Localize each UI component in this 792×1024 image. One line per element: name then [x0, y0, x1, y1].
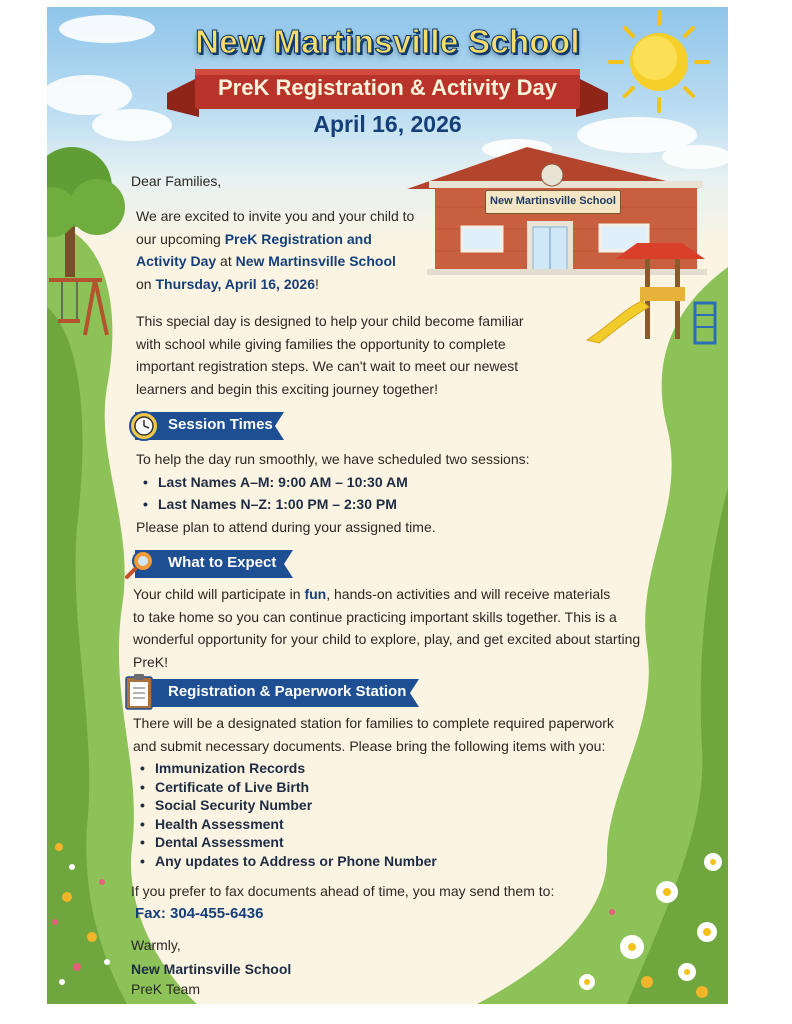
session-times-heading [135, 412, 285, 440]
session-list [136, 471, 596, 516]
purpose-line-3: important registration steps. We can't wait to meet our newest [136, 358, 519, 374]
expect-line-1-text: Your child will participate in [133, 586, 305, 602]
intro-line-2-text: our upcoming [136, 230, 225, 247]
intro-line-3 [136, 250, 466, 273]
closing-signoff: Warmly, [131, 937, 181, 953]
session-times-label: Session Times [168, 416, 273, 433]
intro-line-4 [136, 273, 466, 296]
ribbon-label: PreK Registration & Activity Day [217, 75, 558, 100]
sessions-block [136, 448, 596, 538]
document-item: • Any updates to Address or Phone Number [133, 852, 533, 871]
fax-number: Fax: 304-455-6436 [135, 905, 264, 922]
sessions-intro: To help the day run smoothly, we have scheduled two sessions: [136, 451, 530, 467]
expect-line-2: to take home so you can continue practicing important skills together. This is a [133, 608, 617, 625]
expect-line-1-rest: , hands-on activities and will receive materials [326, 586, 611, 602]
document-item: • Immunization Records [133, 759, 533, 778]
intro-line-4-text: on [136, 275, 156, 292]
flyer [47, 7, 728, 1004]
purpose-paragraph [136, 310, 576, 400]
document-item: • Social Security Number [133, 796, 533, 815]
intro-highlight-event: PreK Registration and [224, 230, 372, 247]
document-item: • Health Assessment [133, 815, 533, 834]
document-item: • Certificate of Live Birth [133, 778, 533, 797]
event-date: April 16, 2026 [313, 111, 462, 137]
registration-block [133, 712, 653, 757]
intro-line-4-end: ! [314, 275, 319, 292]
registration-label: Registration & Paperwork Station [168, 683, 407, 700]
sessions-note: Please plan to attend during your assigned time. [136, 518, 436, 535]
purpose-line-1: This special day is designed to help your child become familiar [136, 313, 524, 329]
intro-line-1: We are excited to invite you and your child to [136, 208, 415, 224]
expect-line-1 [133, 583, 653, 606]
session-item: • Last Names N–Z: 1:00 PM – 2:30 PM [136, 493, 596, 516]
registration-heading [135, 679, 420, 707]
expect-line-4: PreK! [133, 653, 169, 670]
intro-line-3-text: at [216, 253, 236, 269]
intro-line-2 [136, 228, 466, 251]
expect-paragraph [133, 583, 653, 673]
document-item: • Dental Assessment [133, 833, 533, 852]
purpose-line-4: learners and begin this exciting journey together! [136, 380, 438, 397]
intro-highlight-school: New Martinsville School [235, 253, 396, 269]
expect-highlight-fun: fun [304, 586, 327, 602]
expect-line-3: wonderful opportunity for your child to explore, play, and get excited about starting [133, 631, 641, 647]
letter-content [47, 7, 728, 1004]
what-to-expect-heading [135, 550, 295, 578]
intro-highlight-date: Thursday, April 16, 2026 [155, 275, 315, 292]
what-to-expect-label: What to Expect [168, 554, 277, 571]
purpose-line-2: with school while giving families the opportunity to complete [136, 335, 506, 352]
building-sign: New Martinsville School [485, 190, 621, 214]
session-item: • Last Names A–M: 9:00 AM – 10:30 AM [136, 471, 596, 494]
closing-org: New Martinsville School [131, 961, 292, 977]
closing-team: PreK Team [131, 981, 200, 997]
intro-highlight-event-2: Activity Day [136, 253, 217, 269]
registration-line-2: and submit necessary documents. Please bring the following items with you: [133, 737, 606, 754]
school-title: New Martinsville School [195, 23, 580, 60]
intro-paragraph [136, 205, 466, 295]
greeting: Dear Families, [131, 173, 222, 189]
fax-intro: If you prefer to fax documents ahead of time, you may send them to: [131, 883, 555, 899]
registration-line-1: There will be a designated station for families to complete required paperwork [133, 715, 614, 731]
document-list [133, 759, 533, 870]
